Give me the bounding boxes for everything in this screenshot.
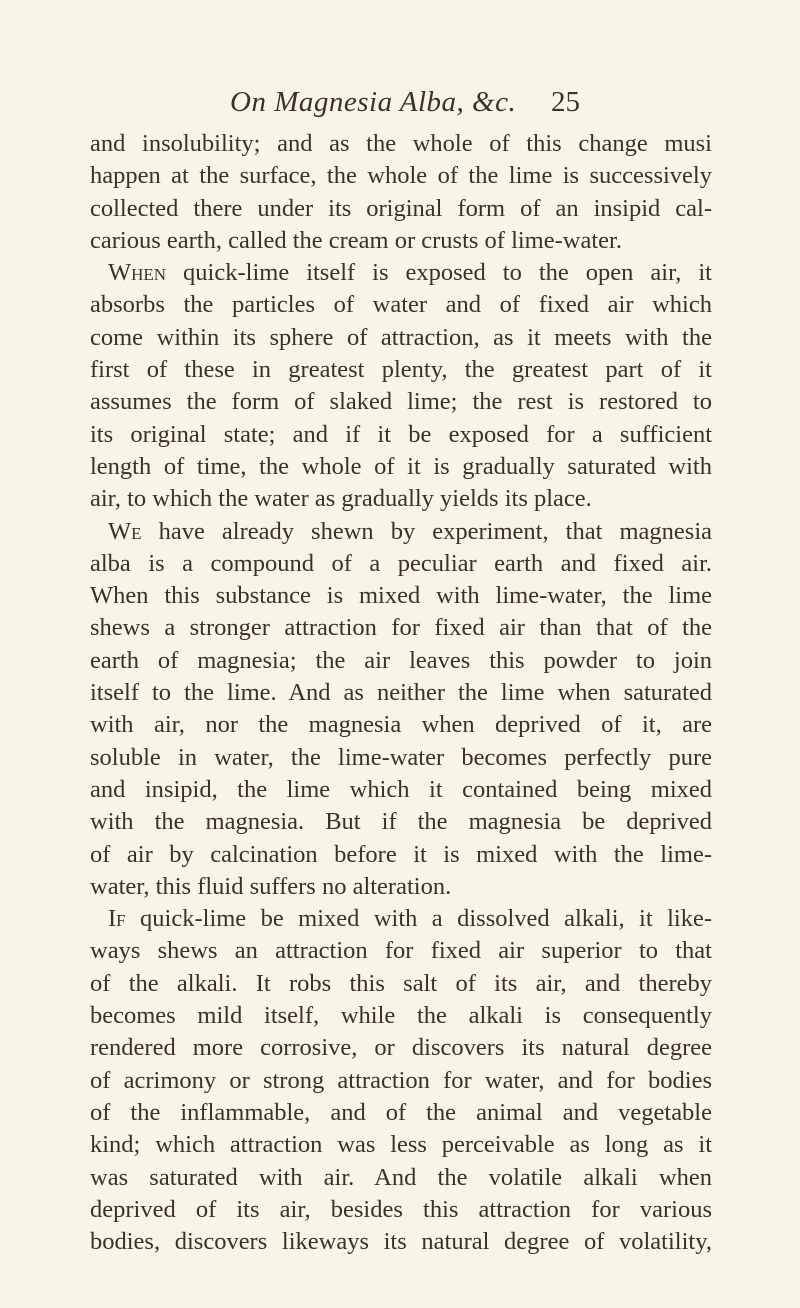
text-line: was saturated with air. And the volatile alkali when [90, 1163, 712, 1191]
text-line: itself to the lime. And as neither the lime when saturated [90, 679, 712, 707]
text-line: becomes mild itself, while the alkali is consequently [90, 1002, 712, 1030]
text-line: its original state; and if it be exposed for a sufficient [90, 420, 712, 448]
text-line: ways shews an attraction for fixed air superior to that [90, 937, 712, 965]
text-line: of the inflammable, and of the animal and vegetable [90, 1098, 712, 1126]
paragraph-lead-word: We [108, 517, 142, 545]
paragraph-first-line: When quick-lime itself is exposed to the open air, it [108, 259, 712, 287]
running-title: On Magnesia Alba, &c. [230, 86, 517, 118]
paragraph-lead-word: If [108, 905, 126, 933]
text-line: When this substance is mixed with lime-water, the lime [90, 582, 712, 610]
text-line: air, to which the water as gradually yields its place. [90, 485, 592, 513]
text-line: come within its sphere of attraction, as it meets with the [90, 323, 712, 351]
text-line: earth of magnesia; the air leaves this powder to join [90, 646, 712, 674]
text-line: bodies, discovers likeways its natural degree of volatility, [90, 1228, 712, 1256]
text-line: deprived of its air, besides this attraction for various [90, 1195, 712, 1223]
text-line: of acrimony or strong attraction for water, and for bodies [90, 1066, 712, 1094]
text-line: and insolubility; and as the whole of this change musi [90, 130, 712, 157]
page-number: 25 [551, 86, 580, 118]
text-line: assumes the form of slaked lime; the rest is restored to [90, 388, 712, 416]
text-line: and insipid, the lime which it contained being mixed [90, 775, 712, 803]
text-line: of the alkali. It robs this salt of its air, and thereby [90, 969, 712, 997]
text-line: length of time, the whole of it is gradually saturated with [90, 452, 712, 480]
paragraph-first-line: We have already shewn by experiment, that magnesia [108, 517, 712, 545]
text-line: water, this fluid suffers no alteration. [90, 872, 452, 900]
text-line: absorbs the particles of water and of fixed air which [90, 291, 712, 319]
text-line: kind; which attraction was less perceivable as long as it [90, 1131, 712, 1159]
text-line: of air by calcination before it is mixed with the lime- [90, 840, 712, 868]
text-line: with air, nor the magnesia when deprived of it, are [90, 711, 712, 739]
text-line: soluble in water, the lime-water becomes perfectly pure [90, 743, 712, 771]
text-line: shews a stronger attraction for fixed air than that of the [90, 614, 712, 642]
text-line: with the magnesia. But if the magnesia be deprived [90, 808, 712, 836]
text-line: happen at the surface, the whole of the lime is successively [90, 162, 712, 190]
text-line: carious earth, called the cream or crusts of lime-water. [90, 226, 622, 254]
text-line: rendered more corrosive, or discovers its natural degree [90, 1034, 712, 1062]
paragraph-first-line: If quick-lime be mixed with a dissolved alkali, it like- [108, 905, 712, 933]
text-line: first of these in greatest plenty, the greatest part of it [90, 356, 712, 384]
paragraph-lead-word: When [108, 259, 167, 287]
text-line: collected there under its original form of an insipid cal- [90, 194, 712, 222]
running-head [230, 86, 580, 126]
text-line: alba is a compound of a peculiar earth and fixed air. [90, 549, 712, 577]
body-text [90, 128, 712, 1258]
